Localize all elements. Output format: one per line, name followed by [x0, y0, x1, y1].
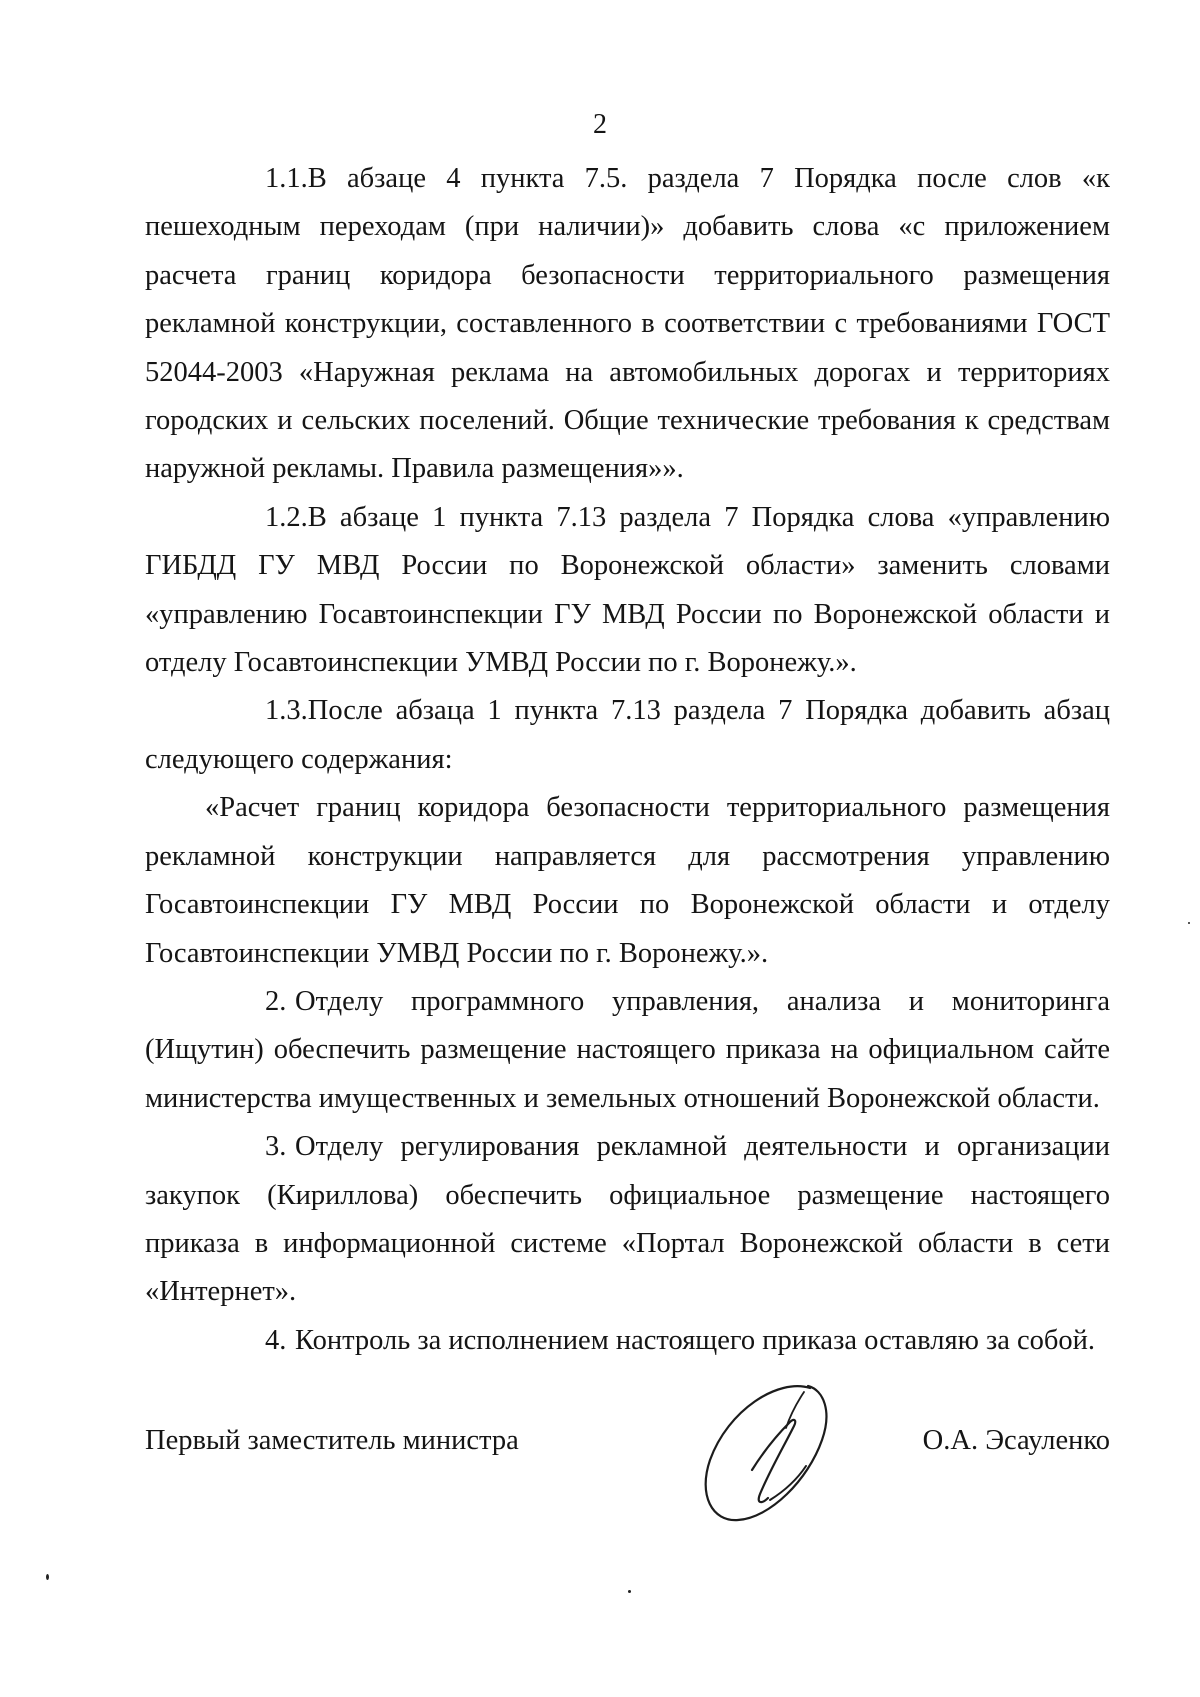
paragraph-text: «Расчет границ коридора безопасности территориального размещения рекламной конструкции направляется для рассмотрения управлению Госавтоинспекции ГУ МВД России по Воронежской области и отделу Госавтоинспекции УМВД России по г. Воронежу.». — [145, 792, 1110, 969]
page-number: 2 — [593, 109, 607, 140]
scan-speck — [628, 1590, 631, 1593]
paragraph-text: В абзаце 1 пункта 7.13 раздела 7 Порядка слова «управлению ГИБДД ГУ МВД России по Воронежской области» заменить словами «управлению Госавтоинспекции ГУ МВД России по Воронежской области и отделу Госавтоинспекции УМВД России по г. Воронежу.». — [145, 501, 1110, 679]
paragraph-1-2 — [145, 494, 1110, 688]
paragraph-text: Отделу регулирования рекламной деятельности и организации закупок (Кириллова) обеспечить официальное размещение настоящего приказа в информационной системе «Портал Воронежской области в сети «Интернет». — [145, 1131, 1110, 1308]
paragraph-quote — [145, 784, 1110, 978]
paragraph-text: В абзаце 4 пункта 7.5. раздела 7 Порядка после слов «к пешеходным переходам (при наличии)» добавить слова «с приложением расчета границ коридора безопасности территориального размещения рекламной конструкции, составленного в соответствии с требованиями ГОСТ 52044-2003 «Наружная реклама на автомобильных дорогах и территориях городских и сельских поселений. Общие технические требования к средствам наружной рекламы. Правила размещения»». — [145, 163, 1110, 485]
paragraph-number: 3. — [265, 1131, 287, 1163]
paragraph-1-3 — [145, 687, 1110, 784]
scan-speck — [1188, 922, 1190, 924]
paragraph-4 — [145, 1317, 1110, 1365]
scan-speck — [46, 1574, 49, 1580]
paragraph-number: 1.3. — [265, 695, 308, 727]
paragraph-number: 2. — [265, 985, 287, 1017]
document-body — [145, 155, 1110, 1365]
paragraph-1-1 — [145, 155, 1110, 494]
signatory-name: О.А. Эсауленко — [922, 1425, 1110, 1456]
paragraph-text: После абзаца 1 пункта 7.13 раздела 7 Порядка добавить абзац следующего содержания: — [145, 695, 1110, 775]
paragraph-number: 4. — [265, 1324, 287, 1356]
paragraph-text: Контроль за исполнением настоящего приказа оставляю за собой. — [295, 1324, 1096, 1356]
paragraph-number: 1.2. — [265, 501, 308, 533]
handwritten-signature — [690, 1370, 840, 1530]
paragraph-number: 1.1. — [265, 163, 308, 194]
signatory-title: Первый заместитель министра — [145, 1425, 519, 1456]
paragraph-text: Отделу программного управления, анализа и мониторинга (Ищутин) обеспечить размещение настоящего приказа на официальном сайте министерства имущественных и земельных отношений Воронежской области. — [145, 985, 1110, 1114]
paragraph-3 — [145, 1123, 1110, 1317]
paragraph-2 — [145, 978, 1110, 1123]
